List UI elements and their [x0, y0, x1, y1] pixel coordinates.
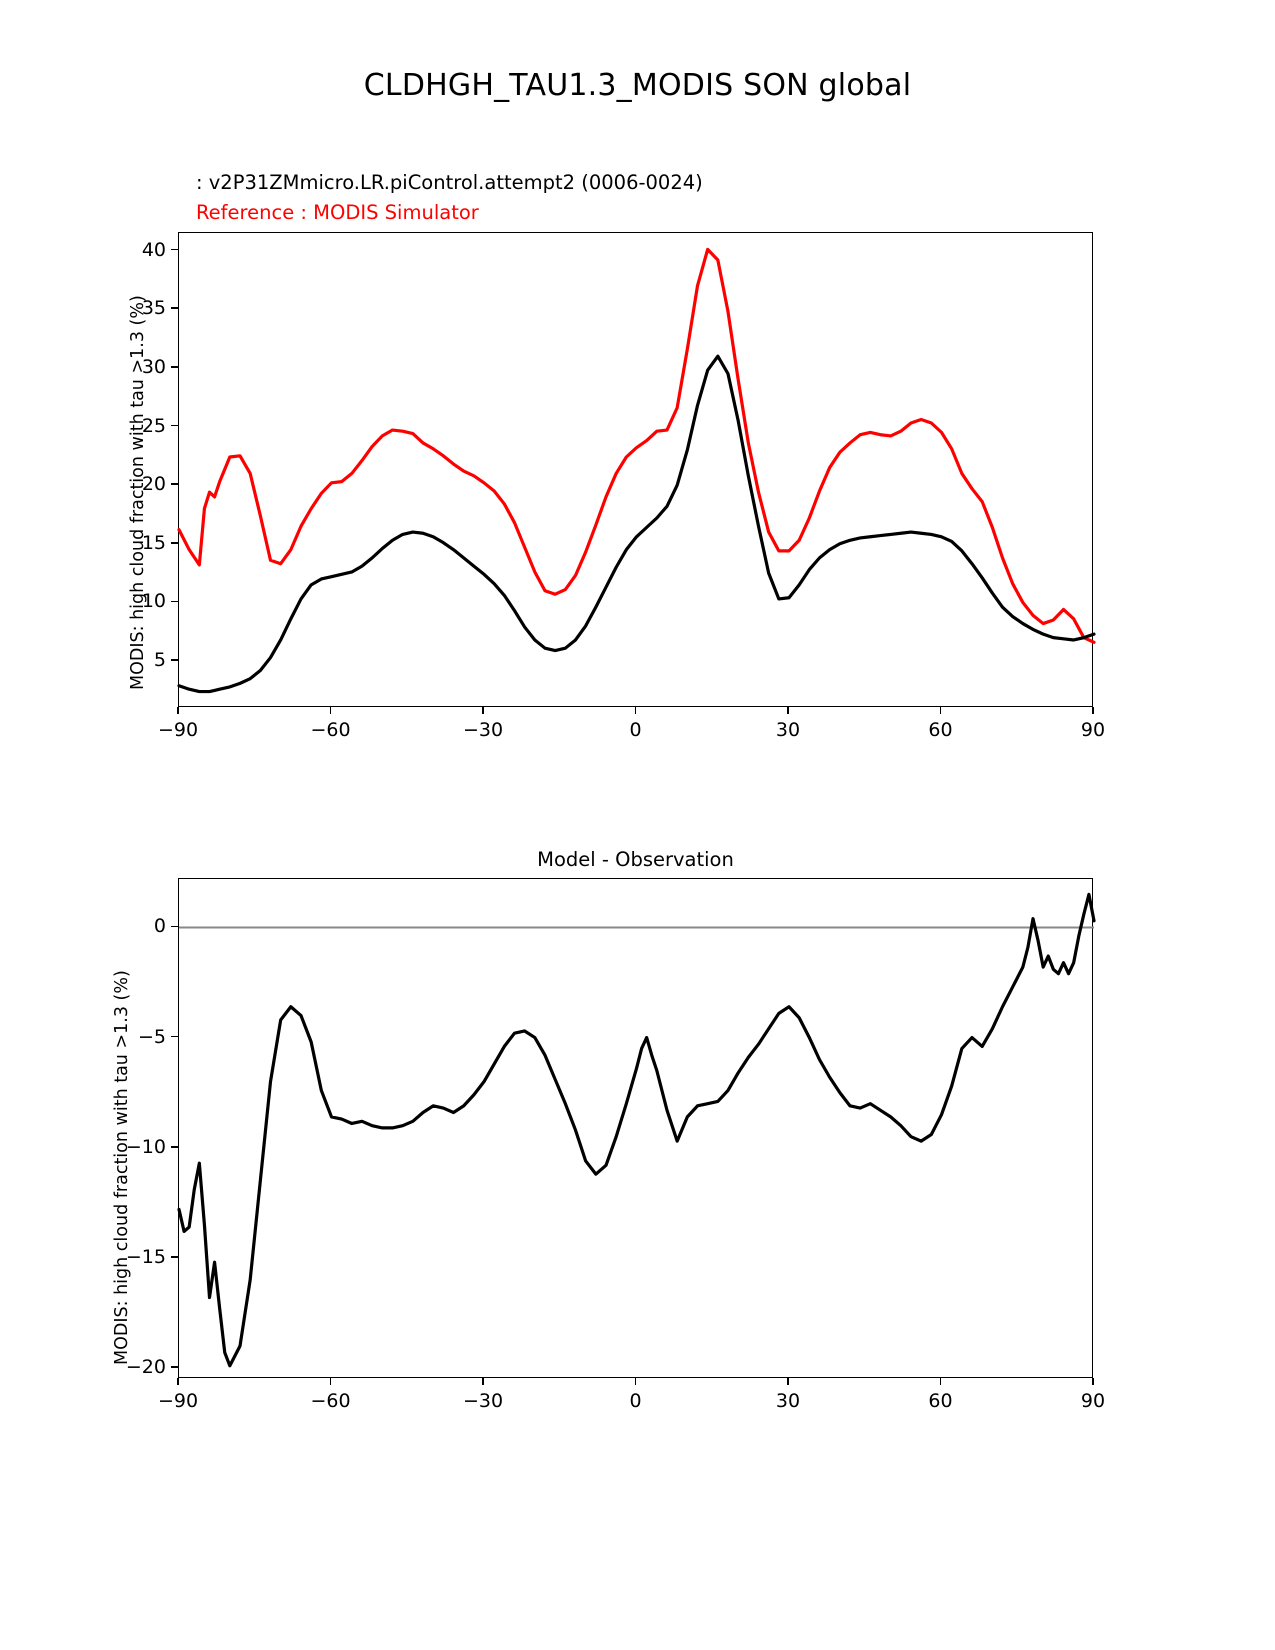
page-title: CLDHGH_TAU1.3_MODIS SON global	[363, 68, 912, 103]
x-tick-label: 30	[775, 1390, 801, 1412]
y-tick-label: 20	[141, 473, 166, 496]
y-tick-label: 30	[141, 355, 166, 378]
x-tick	[635, 707, 637, 714]
x-tick	[482, 1378, 484, 1385]
y-tick	[171, 601, 178, 603]
x-tick	[635, 1378, 637, 1385]
x-tick	[1092, 707, 1094, 714]
x-tick	[1092, 1378, 1094, 1385]
y-tick	[171, 366, 178, 368]
x-tick-label: 90	[1080, 1390, 1106, 1412]
y-tick-label: 5	[153, 649, 166, 672]
plot-area-top	[178, 232, 1093, 707]
y-tick	[171, 1256, 178, 1258]
y-tick-label: −5	[137, 1025, 166, 1048]
x-tick-label: −30	[462, 1390, 504, 1412]
y-tick	[171, 659, 178, 661]
x-tick	[177, 1378, 179, 1385]
y-tick-label: −20	[125, 1355, 166, 1378]
panel-top	[0, 0, 1275, 820]
y-axis-label-top: MODIS: high cloud fraction with tau >1.3 (%)	[128, 295, 148, 690]
x-tick	[330, 707, 332, 714]
y-tick	[171, 1146, 178, 1148]
series-lines-top	[179, 233, 1094, 708]
y-tick-label: 0	[153, 915, 166, 938]
y-tick	[171, 1036, 178, 1038]
x-tick-label: 60	[928, 719, 953, 741]
y-tick	[171, 307, 178, 309]
y-axis-label-bottom: MODIS: high cloud fraction with tau >1.3 (%)	[112, 970, 132, 1365]
x-tick-label: 60	[928, 1390, 953, 1412]
y-tick-label: 25	[141, 414, 166, 437]
legend-reference-label: Reference : MODIS Simulator	[196, 201, 479, 224]
x-tick	[177, 707, 179, 714]
y-tick	[171, 926, 178, 928]
panel-bottom	[0, 820, 1275, 1650]
x-tick-label: −90	[157, 719, 199, 741]
x-tick	[787, 1378, 789, 1385]
legend-model-label: : v2P31ZMmicro.LR.piControl.attempt2 (0006-0024)	[196, 171, 703, 194]
y-tick	[171, 1366, 178, 1368]
y-tick-label: 10	[141, 590, 166, 613]
y-tick	[171, 483, 178, 485]
x-tick	[940, 1378, 942, 1385]
x-tick-label: 0	[629, 1390, 642, 1412]
x-tick	[330, 1378, 332, 1385]
y-tick-label: 35	[141, 297, 166, 320]
x-tick-label: −60	[310, 719, 351, 741]
y-tick-label: 40	[141, 238, 166, 261]
y-tick	[171, 425, 178, 427]
y-tick	[171, 542, 178, 544]
x-tick-label: −90	[157, 1390, 199, 1412]
data-line-1	[179, 894, 1094, 1365]
data-line-2	[179, 356, 1094, 691]
x-tick-label: 0	[629, 719, 642, 741]
x-tick-label: 30	[775, 719, 801, 741]
x-tick	[940, 707, 942, 714]
series-lines-bottom	[179, 879, 1094, 1379]
x-tick	[787, 707, 789, 714]
x-tick-label: −30	[462, 719, 504, 741]
x-tick-label: −60	[310, 1390, 351, 1412]
x-tick	[482, 707, 484, 714]
x-tick-label: 90	[1080, 719, 1106, 741]
y-tick-label: −15	[125, 1245, 166, 1268]
plot-area-bottom	[178, 878, 1093, 1378]
subplot-title-bottom: Model - Observation	[537, 848, 734, 871]
y-tick-label: −10	[125, 1135, 166, 1158]
y-tick	[171, 249, 178, 251]
y-tick-label: 15	[141, 531, 166, 554]
